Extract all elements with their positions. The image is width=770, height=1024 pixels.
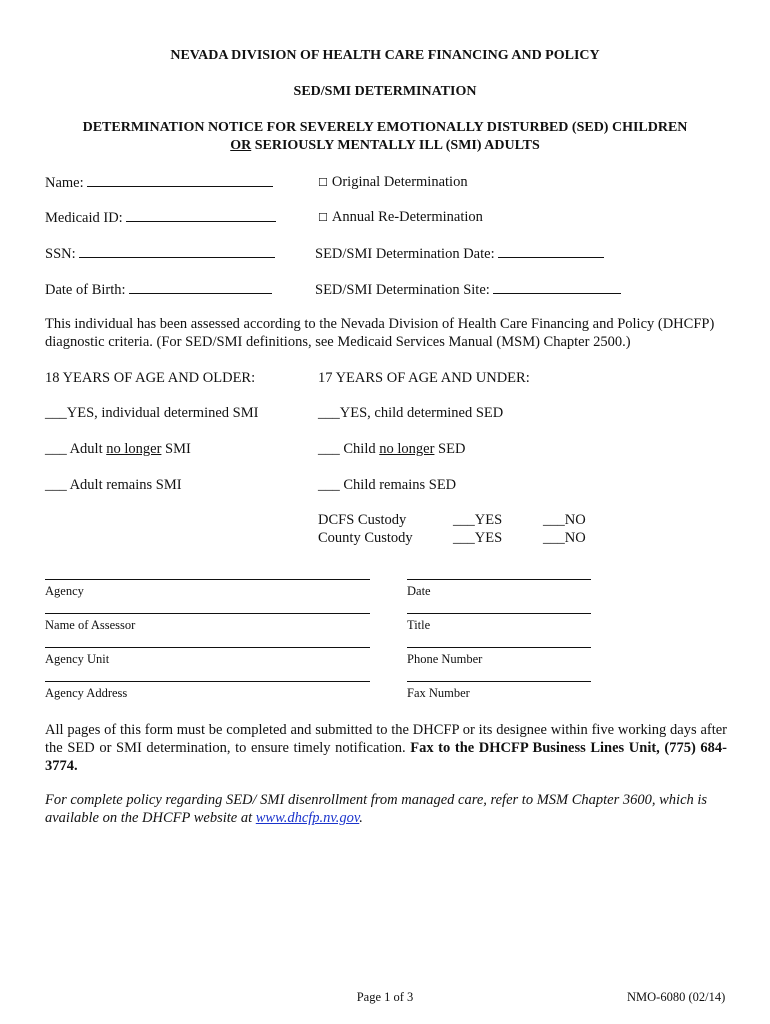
form-number: NMO-6080 (02/14) — [627, 990, 726, 1004]
agency-input-line[interactable] — [45, 579, 370, 580]
dob-input-line[interactable] — [129, 281, 272, 294]
adult-no-longer-emphasis: no longer — [106, 441, 162, 457]
ssn-field — [45, 245, 275, 263]
intro-line1: This individual has been assessed according to the Nevada Division of Health Care Financing and Policy (DHCFP) — [45, 316, 715, 332]
dhcfp-website-link[interactable]: www.dhcfp.nv.gov — [255, 810, 360, 826]
date-label: Date — [407, 584, 431, 598]
dcfs-custody-no[interactable]: ___NO — [543, 512, 586, 528]
child-no-longer-sed-option[interactable] — [318, 441, 465, 458]
agency-label: Agency — [45, 584, 84, 598]
county-custody-no[interactable]: ___NO — [543, 530, 586, 546]
adult-remains-smi-option[interactable]: ___ Adult remains SMI — [45, 477, 182, 493]
submission-instructions — [45, 721, 727, 775]
assessor-input-line[interactable] — [45, 613, 370, 614]
form-subtitle-line2 — [0, 138, 770, 154]
dcfs-custody-label: DCFS Custody — [318, 512, 407, 528]
form-subtitle-line1: DETERMINATION NOTICE FOR SEVERELY EMOTIONALLY DISTURBED (SED) CHILDREN — [82, 120, 688, 135]
county-custody-yes[interactable]: ___YES — [453, 530, 503, 546]
annual-redetermination-option[interactable] — [318, 209, 483, 226]
intro-line2: diagnostic criteria. (For SED/SMI definitions, see Medicaid Services Manual (MSM) Chapter 2500.) — [45, 334, 631, 350]
adults-heading: 18 YEARS OF AGE AND OLDER: — [45, 370, 256, 386]
county-custody-label: County Custody — [318, 530, 413, 546]
adult-no-longer-suffix: SMI — [161, 441, 191, 457]
name-label: Name: — [45, 175, 84, 191]
title-input-line[interactable] — [407, 613, 591, 614]
child-remains-sed-option[interactable]: ___ Child remains SED — [318, 477, 457, 493]
ssn-input-line[interactable] — [79, 245, 275, 258]
child-no-longer-prefix: ___ Child — [318, 441, 380, 457]
subtitle-rest: SERIOUSLY MENTALLY ILL (SMI) ADULTS — [251, 138, 540, 153]
agency-address-input-line[interactable] — [45, 681, 370, 682]
checkbox-icon[interactable]: ☐ — [318, 176, 328, 189]
child-no-longer-suffix: SED — [434, 441, 466, 457]
page-number: Page 1 of 3 — [356, 990, 414, 1004]
agency-address-label: Agency Address — [45, 686, 128, 700]
medicaid-id-field — [45, 209, 276, 227]
medicaid-id-label: Medicaid ID: — [45, 210, 123, 226]
medicaid-id-input-line[interactable] — [126, 209, 276, 222]
fax-label: Fax Number — [407, 686, 470, 700]
adult-smi-yes-option[interactable]: ___YES, individual determined SMI — [45, 405, 259, 421]
checkbox-icon[interactable]: ☐ — [318, 211, 328, 224]
original-determination-option[interactable] — [318, 174, 468, 191]
annual-redetermination-label: Annual Re-Determination — [331, 209, 483, 225]
determination-site-field — [315, 281, 621, 299]
title-label: Title — [407, 618, 431, 632]
phone-input-line[interactable] — [407, 647, 591, 648]
fax-instruction: Fax to the DHCFP Business Lines Unit, (775) 684-3774. — [45, 740, 727, 774]
assessor-label: Name of Assessor — [45, 618, 136, 632]
policy-text: For complete policy regarding SED/ SMI disenrollment from managed care, refer to MSM Chapter 3600, which is available on the DHCFP website at — [45, 792, 708, 826]
submission-text: All pages of this form must be completed and submitted to the DHCFP or its designee within five working days after the SED or SMI determination, to ensure timely notification. — [45, 722, 727, 756]
agency-heading: NEVADA DIVISION OF HEALTH CARE FINANCING AND POLICY — [170, 48, 600, 63]
determination-date-label: SED/SMI Determination Date: — [315, 246, 495, 262]
adult-no-longer-smi-option[interactable] — [45, 441, 191, 458]
original-determination-label: Original Determination — [331, 174, 468, 190]
name-input-line[interactable] — [87, 174, 273, 187]
determination-site-label: SED/SMI Determination Site: — [315, 282, 490, 298]
adult-no-longer-prefix: ___ Adult — [45, 441, 107, 457]
agency-unit-label: Agency Unit — [45, 652, 110, 666]
child-no-longer-emphasis: no longer — [379, 441, 435, 457]
date-input-line[interactable] — [407, 579, 591, 580]
name-field — [45, 174, 273, 192]
determination-date-field — [315, 245, 604, 263]
form-title: SED/SMI DETERMINATION — [293, 84, 477, 99]
child-sed-yes-option[interactable]: ___YES, child determined SED — [318, 405, 504, 421]
determination-site-input-line[interactable] — [493, 281, 621, 294]
policy-note — [45, 791, 727, 827]
policy-end: . — [359, 810, 363, 826]
dob-label: Date of Birth: — [45, 282, 126, 298]
determination-date-input-line[interactable] — [498, 245, 604, 258]
ssn-label: SSN: — [45, 246, 76, 262]
subtitle-or: OR — [230, 138, 252, 153]
children-heading: 17 YEARS OF AGE AND UNDER: — [318, 370, 530, 386]
dob-field — [45, 281, 272, 299]
phone-label: Phone Number — [407, 652, 483, 666]
fax-input-line[interactable] — [407, 681, 591, 682]
agency-unit-input-line[interactable] — [45, 647, 370, 648]
dcfs-custody-yes[interactable]: ___YES — [453, 512, 503, 528]
